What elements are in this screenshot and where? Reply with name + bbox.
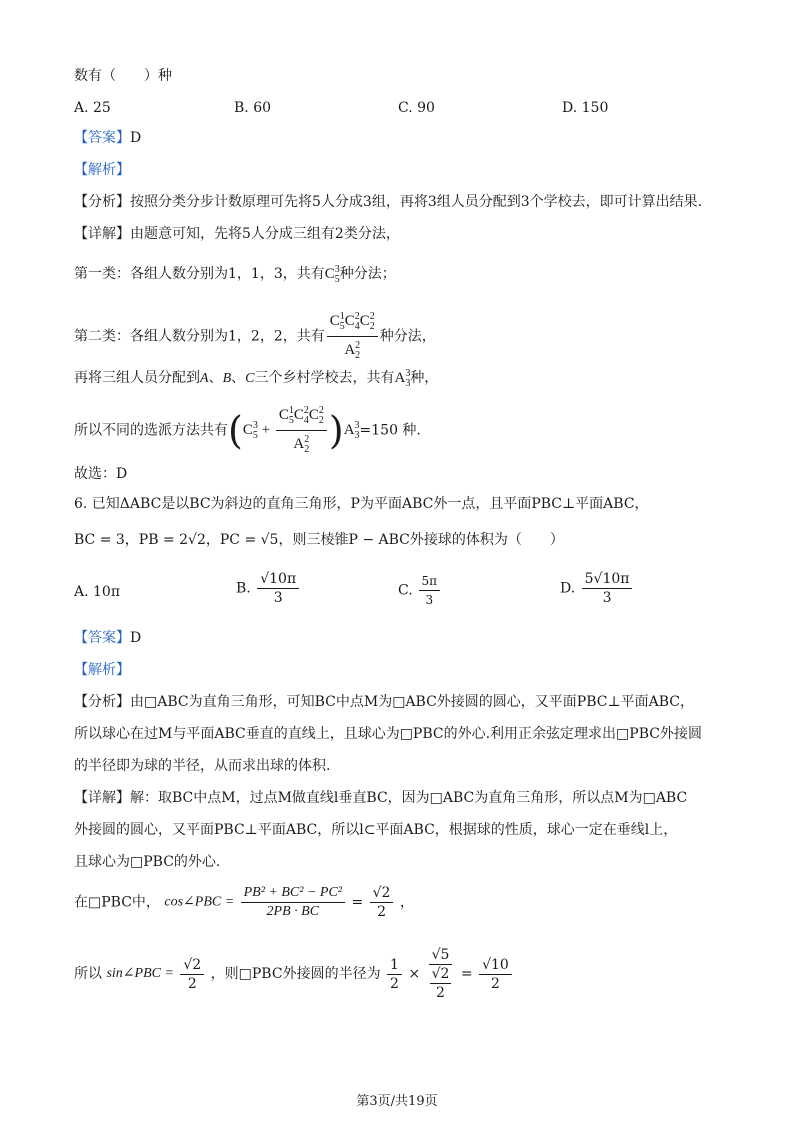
comb-c53: $C_5^3$ — [324, 264, 340, 285]
case2-end: 种分法， — [379, 328, 436, 345]
assign-end: 种， — [410, 370, 439, 386]
r-num: √5 — [429, 946, 453, 965]
r-eq: = — [460, 966, 473, 982]
q6-stem-line2: BC = 3，PB = 2√2，PC = √5，则三棱锥P − ABC外接球的体积为（ ） — [74, 532, 564, 548]
q5-option-d: D. 150 — [562, 100, 609, 116]
q6-xiangjie-line3: 且球心为□PBC的外心. — [74, 854, 221, 870]
case1-end: 种分法； — [339, 266, 396, 282]
sin-pre: 所以 — [74, 966, 102, 982]
r-rnum: √10 — [479, 956, 512, 975]
xiangjie-tag: 【详解】 — [74, 790, 130, 806]
option-b-num: √10π — [257, 570, 299, 589]
option-c-label: C. — [398, 582, 413, 599]
cos-rden: 2 — [377, 904, 386, 920]
case1-text: 第一类：各组人数分别为1，1，3，共有 — [74, 266, 325, 282]
q5-total: 所以不同的选派方法共有($C_5^3$ + $\frac{C_5^1C_4^2C_2^2}{A_2^2}$ )$A_3^3=150$ 种. — [74, 402, 421, 459]
cos-lhs: cos∠PBC = — [164, 894, 235, 910]
assign-mid: 三个乡村学校去，共有 — [254, 370, 395, 386]
option-d-label: D. — [560, 580, 576, 597]
q6-option-b — [236, 570, 301, 607]
q5-jiexi-tag: 【解析】 — [74, 162, 130, 178]
xiangjie-text: 由题意可知，先将5人分成三组有2类分法， — [130, 226, 400, 242]
cos-den: 2PB · BC — [266, 904, 320, 919]
total-text: 所以不同的选派方法共有 — [74, 422, 228, 439]
q6-option-a: A. 10π — [74, 584, 121, 600]
page-footer: 第3页/共19页 — [356, 1094, 438, 1109]
cos-end: ， — [399, 894, 414, 911]
q5-xiangjie — [74, 224, 400, 244]
option-d-num: 5√10π — [582, 570, 633, 589]
q6-option-c — [398, 572, 442, 609]
xiangjie-tag: 【详解】 — [74, 226, 130, 242]
q6-fenxi-line2: 所以球心在过M与平面ABC垂直的直线上，且球心为□PBC的外心.利用正余弦定理求出□PBC外接圆 — [74, 726, 702, 742]
q6-cos-line — [74, 884, 414, 921]
sin-mid: ，则□PBC外接圆的半径为 — [210, 966, 381, 982]
comb-a33: $A_3^3$ — [394, 368, 411, 389]
fenxi-tag: 【分析】 — [74, 194, 130, 210]
q6-jiexi-tag: 【解析】 — [74, 662, 130, 678]
option-b-label: B. — [236, 580, 251, 597]
q5-assign: 再将三组人员分配到A、B、C三个乡村学校去，共有$A_3^3$种， — [74, 368, 439, 389]
option-b-den: 3 — [273, 590, 283, 606]
total-fraction: $\frac{C_5^1C_4^2C_2^2}{A_2^2}$ — [276, 402, 327, 459]
option-c-den: 3 — [425, 593, 434, 607]
sin-den: 2 — [187, 975, 197, 992]
option-c-num: 5π — [419, 572, 441, 591]
r-den-top: √2 — [431, 966, 450, 982]
option-d-den: 3 — [602, 590, 612, 606]
q6-xiangjie-line1 — [74, 788, 687, 808]
q6-fenxi-line1 — [74, 692, 694, 712]
cos-rnum: √2 — [370, 884, 394, 903]
assign-text: 再将三组人员分配到 — [74, 370, 200, 386]
r-den — [427, 965, 455, 1002]
cos-eq: = — [351, 894, 364, 911]
q6-answer — [74, 628, 141, 648]
answer-tag: 【答案】 — [74, 630, 130, 646]
q5-fenxi — [74, 192, 702, 212]
sin-num: √2 — [180, 956, 204, 975]
cos-pre: 在□PBC中， — [74, 894, 160, 911]
case2-fraction: $\frac{C_5^1C_4^2C_2^2}{A_2^2}$ — [327, 308, 378, 365]
cos-num: PB² + BC² − PC² — [241, 884, 345, 903]
answer-value: D — [130, 130, 142, 146]
xiangjie-text: 解：取BC中点M，过点M做直线l垂直BC，因为□ABC为直角三角形，所以点M为□ABC — [130, 790, 688, 806]
q5-guxuan: 故选：D — [74, 466, 128, 482]
fenxi-tag: 【分析】 — [74, 694, 130, 710]
q5-case1 — [74, 260, 396, 290]
r-times: × — [408, 966, 421, 982]
r-den-bottom: 2 — [436, 985, 445, 1001]
q6-stem-line1: 6. 已知ΔABC是以BC为斜边的直角三角形，P为平面ABC外一点，且平面PBC⊥平面ABC， — [74, 496, 649, 512]
q6-xiangjie-line2: 外接圆的圆心，又平面PBC⊥平面ABC，所以l⊂平面ABC，根据球的性质，球心一定在垂线l上， — [74, 822, 678, 838]
q6-sin-line — [74, 946, 514, 1002]
q6-option-d — [560, 570, 634, 607]
r-half-num: 1 — [387, 956, 402, 975]
q6-fenxi-line3: 的半径即为球的半径，从而求出球的体积. — [74, 758, 331, 774]
q5-option-b: B. 60 — [234, 100, 272, 116]
sin-lhs: sin∠PBC = — [106, 966, 174, 981]
q5-answer — [74, 128, 141, 148]
q5-case2 — [74, 308, 436, 365]
q5-option-c: C. 90 — [398, 100, 435, 116]
fenxi-text: 按照分类分步计数原理可先将5人分成3组，再将3组人员分配到3个学校去，即可计算出结果. — [130, 194, 703, 210]
case2-text: 第二类：各组人数分别为1，2，2，共有 — [74, 328, 325, 345]
r-rden: 2 — [490, 975, 500, 992]
answer-value: D — [130, 630, 142, 646]
fenxi-text: 由□ABC为直角三角形，可知BC中点M为□ABC外接圆的圆心，又平面PBC⊥平面ABC， — [130, 694, 695, 710]
q5-tail: 数有（ ）种 — [74, 68, 172, 84]
answer-tag: 【答案】 — [74, 130, 130, 146]
total-end: =150 种. — [359, 422, 421, 439]
q5-option-a: A. 25 — [74, 100, 111, 116]
r-half-den: 2 — [390, 975, 399, 992]
